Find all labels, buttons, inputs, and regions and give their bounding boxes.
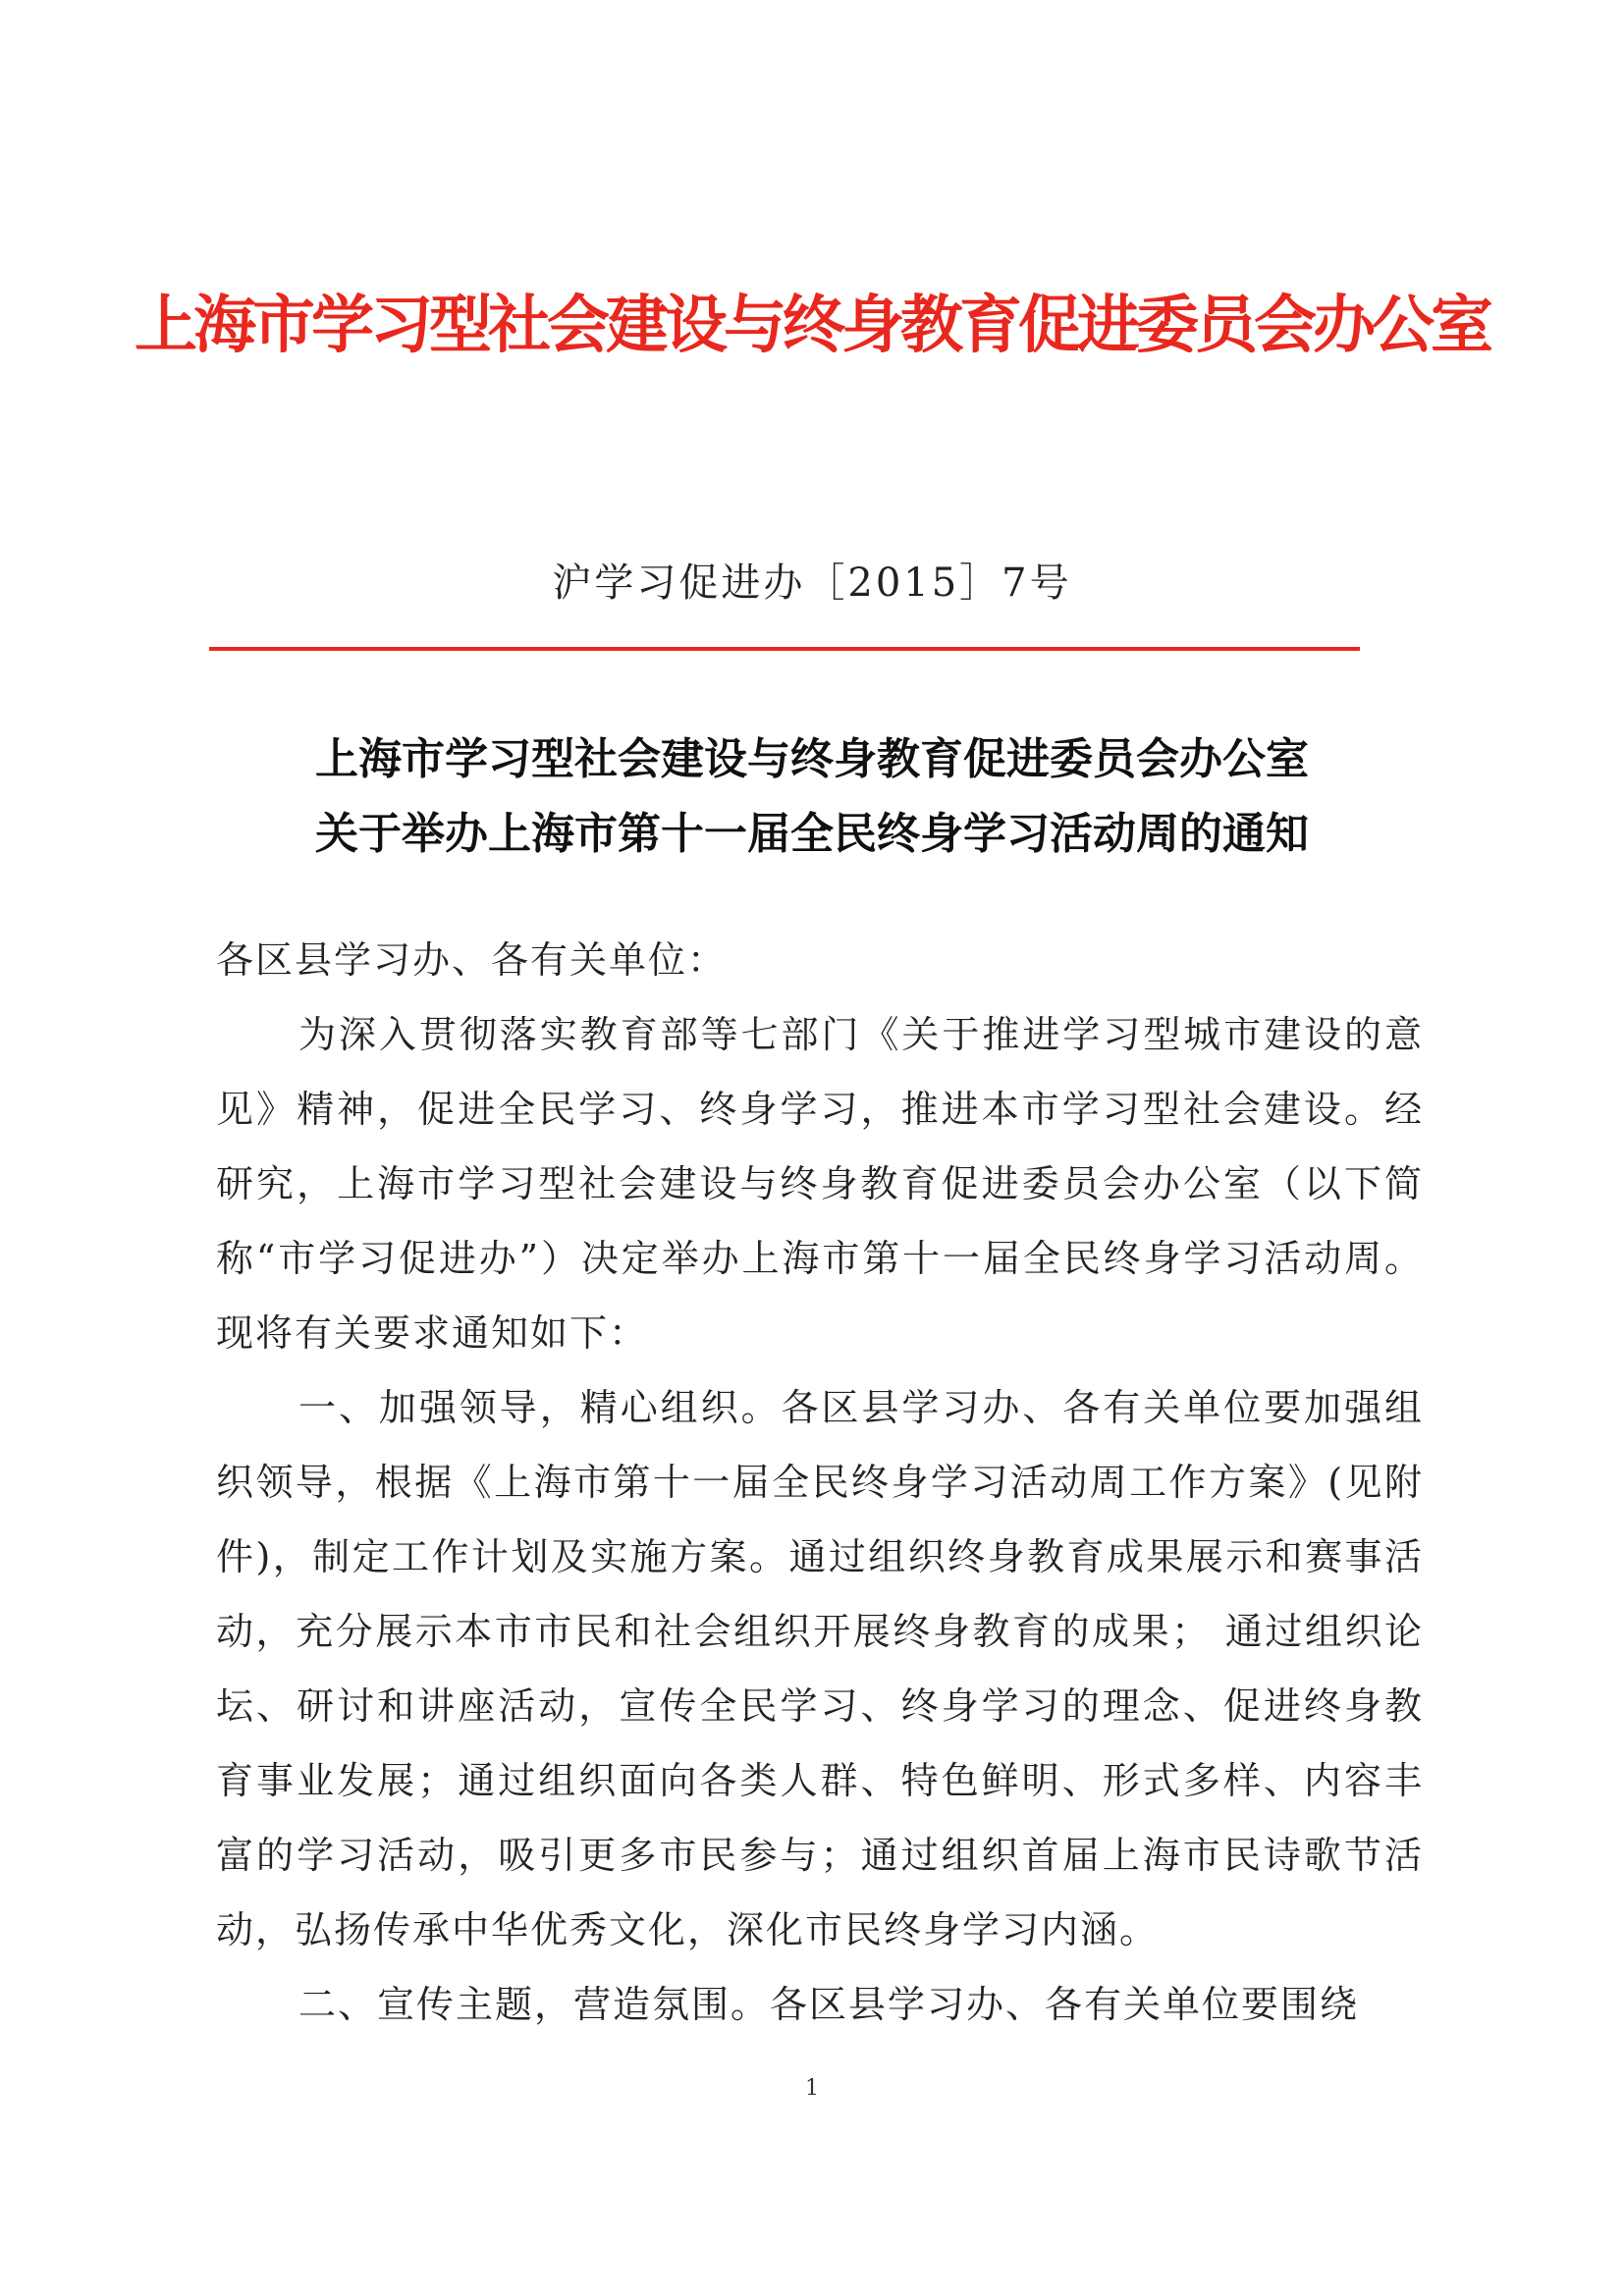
paragraph-section-1: 一、加强领导，精心组织。各区县学习办、各有关单位要加强组织领导，根据《上海市第十一届全民终身学习活动周工作方案》(见附件)，制定工作计划及实施方案。通过组织终身教育成果展示和赛事活动，充分展示本市市民和社会组织开展终身教育的成果； 通过组织论坛、研讨和讲座活动，宣传全民学习、终身学习的理念、促进终身教育事业发展；通过组织面向各类人群、特色鲜明、形式多样、内容丰富的学习活动，吸引更多市民参与；通过组织首届上海市民诗歌节活动，弘扬传承中华优秀文化，深化市民终身学习内涵。 bbox=[216, 1386, 1424, 1951]
page-number: 1 bbox=[805, 2076, 819, 2101]
notice-body bbox=[216, 923, 1424, 2042]
document-number: 沪学习促进办［2015］7号 bbox=[552, 561, 1072, 606]
notice-title bbox=[0, 722, 1624, 872]
notice-title-line-1: 上海市学习型社会建设与终身教育促进委员会办公室 bbox=[315, 734, 1309, 784]
notice-title-line-2: 关于举办上海市第十一届全民终身学习活动周的通知 bbox=[315, 809, 1309, 859]
paragraph-intro: 为深入贯彻落实教育部等七部门《关于推进学习型城市建设的意见》精神，促进全民学习、终身学习，推进本市学习型社会建设。经研究，上海市学习型社会建设与终身教育促进委员会办公室（以下简称“市学习促进办”）决定举办上海市第十一届全民终身学习活动周。现将有关要求通知如下： bbox=[216, 1013, 1424, 1355]
issuing-organization-header: 上海市学习型社会建设与终身教育促进委员会办公室 bbox=[135, 289, 1489, 362]
red-divider-line bbox=[209, 647, 1360, 651]
paragraph-section-2: 二、宣传主题，营造氛围。各区县学习办、各有关单位要围绕 bbox=[298, 1983, 1360, 2026]
salutation: 各区县学习办、各有关单位： bbox=[216, 938, 728, 982]
